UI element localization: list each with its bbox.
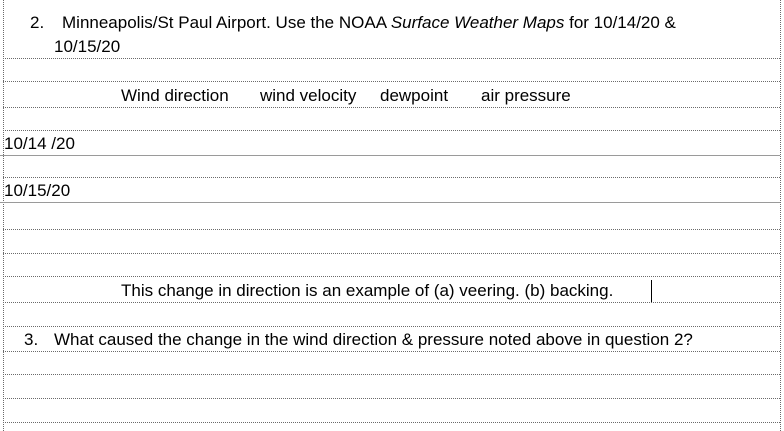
- text-cursor: [651, 280, 652, 302]
- question-3-text: What caused the change in the wind direction & pressure noted above in question 2?: [54, 330, 693, 349]
- rule-line: [3, 177, 780, 178]
- rule-line: [3, 130, 780, 131]
- rule-line: [0, 155, 780, 156]
- column-header-wind-direction: Wind direction: [121, 86, 229, 105]
- date-row-1: 10/14 /20: [4, 134, 75, 153]
- rule-line: [3, 302, 780, 303]
- question-2-line-1: [62, 12, 676, 34]
- question-2-suffix: for 10/14/20 &: [564, 13, 676, 32]
- right-margin-line: [780, 0, 781, 431]
- question-2-italic-title: Surface Weather Maps: [390, 13, 565, 32]
- left-margin-line: [3, 0, 4, 431]
- rule-line: [3, 351, 780, 352]
- change-statement: This change in direction is an example of (a) veering. (b) backing.: [121, 281, 614, 300]
- question-2-prefix: Minneapolis/St Paul Airport. Use the NOAA: [62, 13, 391, 32]
- column-header-wind-velocity: wind velocity: [260, 86, 357, 105]
- rule-line: [0, 202, 780, 203]
- column-header-dewpoint: dewpoint: [380, 86, 449, 105]
- rule-line: [3, 326, 780, 327]
- rule-line: [3, 398, 780, 399]
- rule-line: [3, 276, 780, 277]
- rule-line: [3, 229, 780, 230]
- rule-line: [3, 58, 780, 59]
- column-header-air-pressure: air pressure: [481, 86, 571, 105]
- question-3-number: 3.: [24, 330, 39, 349]
- rule-line: [3, 422, 780, 423]
- rule-line: [3, 81, 780, 82]
- date-row-2: 10/15/20: [4, 181, 71, 200]
- question-2-line-2: 10/15/20: [54, 37, 121, 56]
- question-2-number: 2.: [30, 13, 45, 32]
- rule-line: [3, 107, 780, 108]
- rule-line: [3, 374, 780, 375]
- rule-line: [3, 253, 780, 254]
